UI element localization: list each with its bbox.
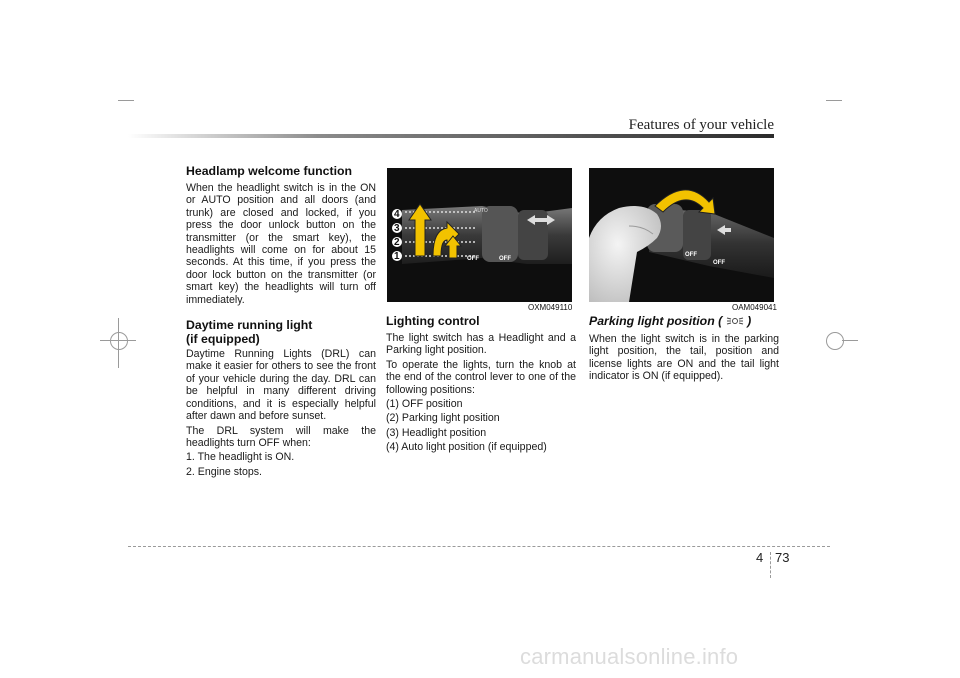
heading-drl-line1: Daytime running light [186, 318, 313, 333]
crop-mark [826, 332, 844, 350]
footer-rule [128, 546, 830, 547]
position-label-1: 1 [394, 251, 400, 262]
hand-turning-knob-illustration [589, 168, 774, 302]
lighting-control-instructions: To operate the lights, turn the knob at the end of the control lever to one of the following positions: [386, 358, 576, 396]
figure-code: OAM049041 [732, 303, 777, 312]
watermark: carmanualsonline.info [520, 644, 739, 669]
right-column [589, 314, 779, 384]
parking-light-text: When the light switch is in the parking light position, the tail, position and license lights are ON and the tail light indicator is ON (if equipped). [589, 332, 779, 382]
position-list-item: (3) Headlight position [386, 426, 487, 439]
crop-mark [110, 332, 128, 350]
parking-light-icon [726, 315, 744, 329]
off-label: OFF [499, 256, 511, 262]
crop-mark [118, 100, 134, 101]
heading-lighting-control: Lighting control [386, 314, 480, 328]
position-label-3: 3 [394, 223, 400, 234]
drl-list-item: 2. Engine stops. [186, 465, 262, 478]
crop-mark [826, 100, 842, 101]
parking-light-photo [589, 168, 774, 302]
auto-label: AUTO [474, 208, 488, 214]
heading-drl-line2: (if equipped) [186, 332, 260, 347]
position-label-4: 4 [394, 209, 400, 220]
header-rule [128, 134, 774, 138]
position-label-2: 2 [394, 237, 400, 248]
drl-list-item: 1. The headlight is ON. [186, 451, 295, 464]
off-label: OFF [713, 260, 725, 266]
chapter-number: 4 [756, 550, 764, 565]
heading-parking-light [589, 314, 779, 329]
position-list-item: (4) Auto light position (if equipped) [386, 441, 547, 454]
crop-mark [842, 340, 858, 341]
drl-off-text: The DRL system will make the headlights turn OFF when: [186, 424, 376, 449]
page-divider [770, 552, 771, 578]
lighting-control-text: The light switch has a Headlight and a Parking light position. [386, 332, 576, 357]
heading-drl [186, 318, 376, 346]
off-label: OFF [467, 256, 479, 262]
light-switch-diagram [387, 168, 572, 302]
left-column [186, 164, 376, 480]
page-number: 73 [775, 550, 790, 565]
light-switch-illustration [387, 168, 572, 302]
position-list-item: (1) OFF position [386, 398, 463, 411]
heading-headlamp-welcome: Headlamp welcome function [186, 164, 353, 178]
figure-code: OXM049110 [528, 303, 573, 312]
heading-parking-prefix: Parking light position ( [589, 314, 723, 328]
drl-text: Daytime Running Lights (DRL) can make it easier for others to see the front of your vehicle during the day. DRL can be helpful in many different driving conditions, and it is especially helpful after dawn and before sunset. [186, 348, 376, 423]
off-label: OFF [685, 252, 697, 258]
headlamp-welcome-text: When the headlight switch is in the ON or AUTO position and all doors (and trunk) are closed and locked, if you press the door unlock button on the transmitter (or the smart key), the headlights will come on for about 15 seconds. At this time, if you press the door lock button on the transmitter (or smart key) the headlights will turn off immediately. [186, 182, 376, 306]
position-list-item: (2) Parking light position [386, 412, 500, 425]
heading-parking-suffix: ) [747, 314, 752, 328]
section-title: Features of your vehicle [628, 117, 774, 133]
middle-column [386, 314, 576, 456]
